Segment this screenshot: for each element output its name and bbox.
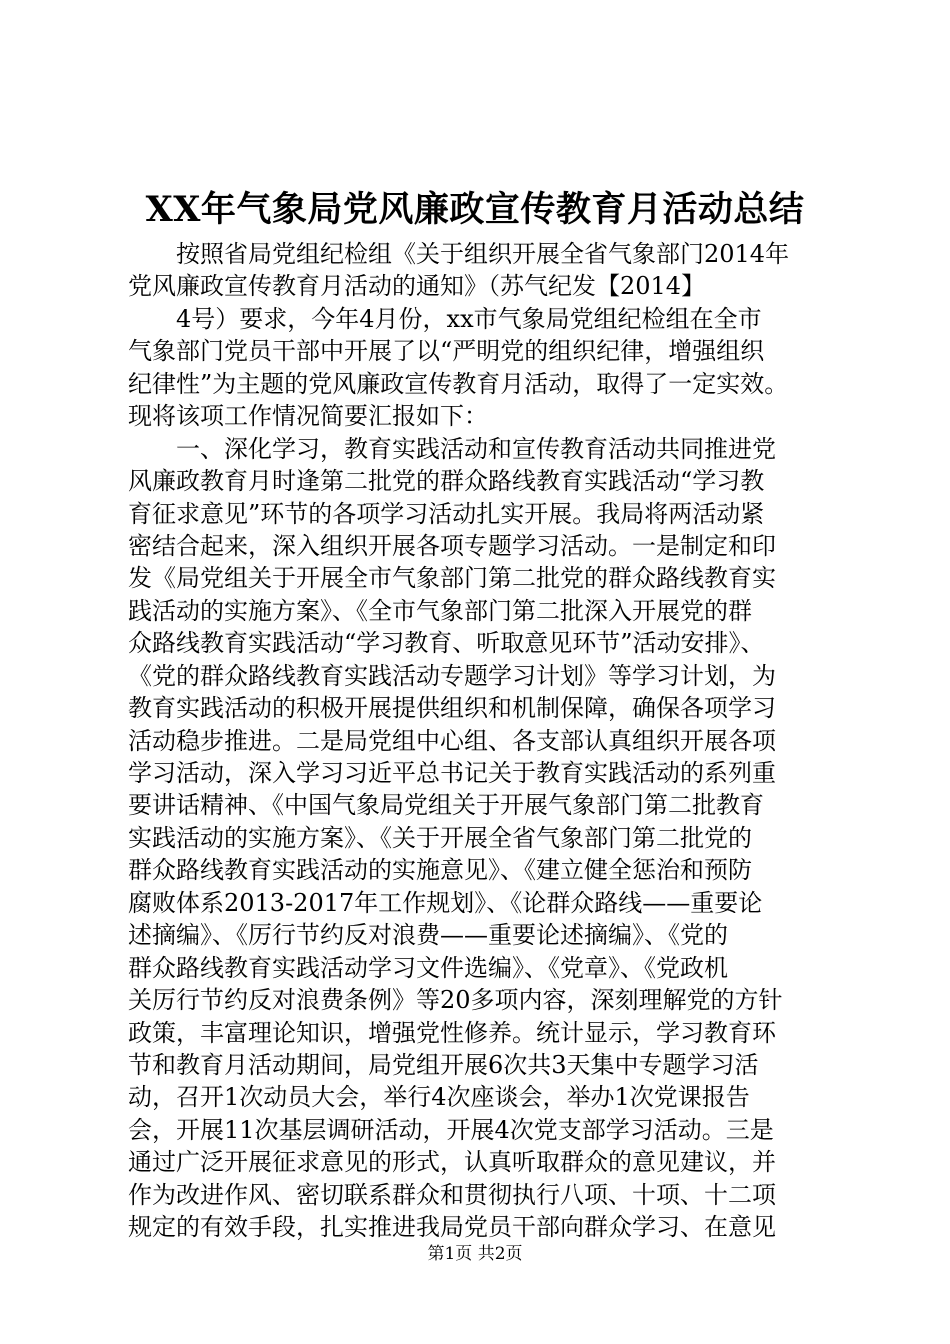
body-line: 众路线教育实践活动“学习教育、听取意见环节”活动安排》、 <box>128 629 765 658</box>
body-line: 按照省局党组纪检组《关于组织开展全省气象部门2014年 <box>128 240 790 268</box>
body-line: 述摘编》、《厉行节约反对浪费——重要论述摘编》、《党的 <box>128 921 728 950</box>
body-line: 现将该项工作情况简要汇报如下： <box>128 402 488 431</box>
body-line: 发《局党组关于开展全市气象部门第二批党的群众路线教育实 <box>128 564 776 593</box>
body-line: 群众路线教育实践活动学习文件选编》、《党章》、《党政机 <box>128 953 728 982</box>
body-line: 政策，丰富理论知识，增强党性修养。统计显示，学习教育环 <box>128 1018 776 1047</box>
body-line: 活动稳步推进。二是局党组中心组、各支部认真组织开展各项 <box>128 726 776 755</box>
body-line: 通过广泛开展征求意见的形式，认真听取群众的意见建议，并 <box>128 1148 776 1177</box>
body-line: 教育实践活动的积极开展提供组织和机制保障，确保各项学习 <box>128 694 776 723</box>
document-title: XX年气象局党风廉政宣传教育月活动总结 <box>145 189 805 230</box>
body-line: 一、深化学习，教育实践活动和宣传教育活动共同推进党 <box>128 434 776 463</box>
document-body <box>128 238 838 1244</box>
body-line: 要讲话精神、《中国气象局党组关于开展气象部门第二批教育 <box>128 791 764 820</box>
body-line: 纪律性”为主题的党风廉政宣传教育月活动，取得了一定实效。 <box>128 369 789 398</box>
body-line: 关厉行节约反对浪费条例》等20多项内容，深刻理解党的方针 <box>128 986 783 1015</box>
page-number-footer: 第1页 共2页 <box>427 1244 523 1264</box>
body-line: 践活动的实施方案》、《全市气象部门第二批深入开展党的群 <box>128 596 752 625</box>
body-line: 腐败体系2013-2017年工作规划》、《论群众路线——重要论 <box>128 888 763 917</box>
body-line: 规定的有效手段，扎实推进我局党员干部向群众学习、在意见 <box>128 1213 776 1242</box>
body-line: 气象部门党员干部中开展了以“严明党的组织纪律，增强组织 <box>128 337 765 366</box>
body-line: 风廉政教育月时逢第二批党的群众路线教育实践活动“学习教 <box>128 467 765 496</box>
body-line: 作为改进作风、密切联系群众和贯彻执行八项、十项、十二项 <box>128 1180 776 1209</box>
body-line: 育征求意见”环节的各项学习活动扎实开展。我局将两活动紧 <box>128 499 765 528</box>
body-line: 动，召开1次动员大会，举行4次座谈会，举办1次党课报告 <box>128 1083 750 1112</box>
body-line: 会，开展11次基层调研活动，开展4次党支部学习活动。三是 <box>128 1115 774 1144</box>
body-line: 密结合起来，深入组织开展各项专题学习活动。一是制定和印 <box>128 531 776 560</box>
body-line: 群众路线教育实践活动的实施意见》、《建立健全惩治和预防 <box>128 856 752 885</box>
body-line: 节和教育月活动期间，局党组开展6次共3天集中专题学习活 <box>128 1050 759 1079</box>
body-line: 党风廉政宣传教育月活动的通知》（苏气纪发【2014】 <box>128 272 706 301</box>
body-line: 实践活动的实施方案》、《关于开展全省气象部门第二批党的 <box>128 823 752 852</box>
body-line: 学习活动，深入学习习近平总书记关于教育实践活动的系列重 <box>128 759 776 787</box>
body-line: 4号）要求，今年4月份，xx市气象局党组纪检组在全市 <box>128 304 762 333</box>
body-line: 《党的群众路线教育实践活动专题学习计划》等学习计划，为 <box>128 661 776 690</box>
